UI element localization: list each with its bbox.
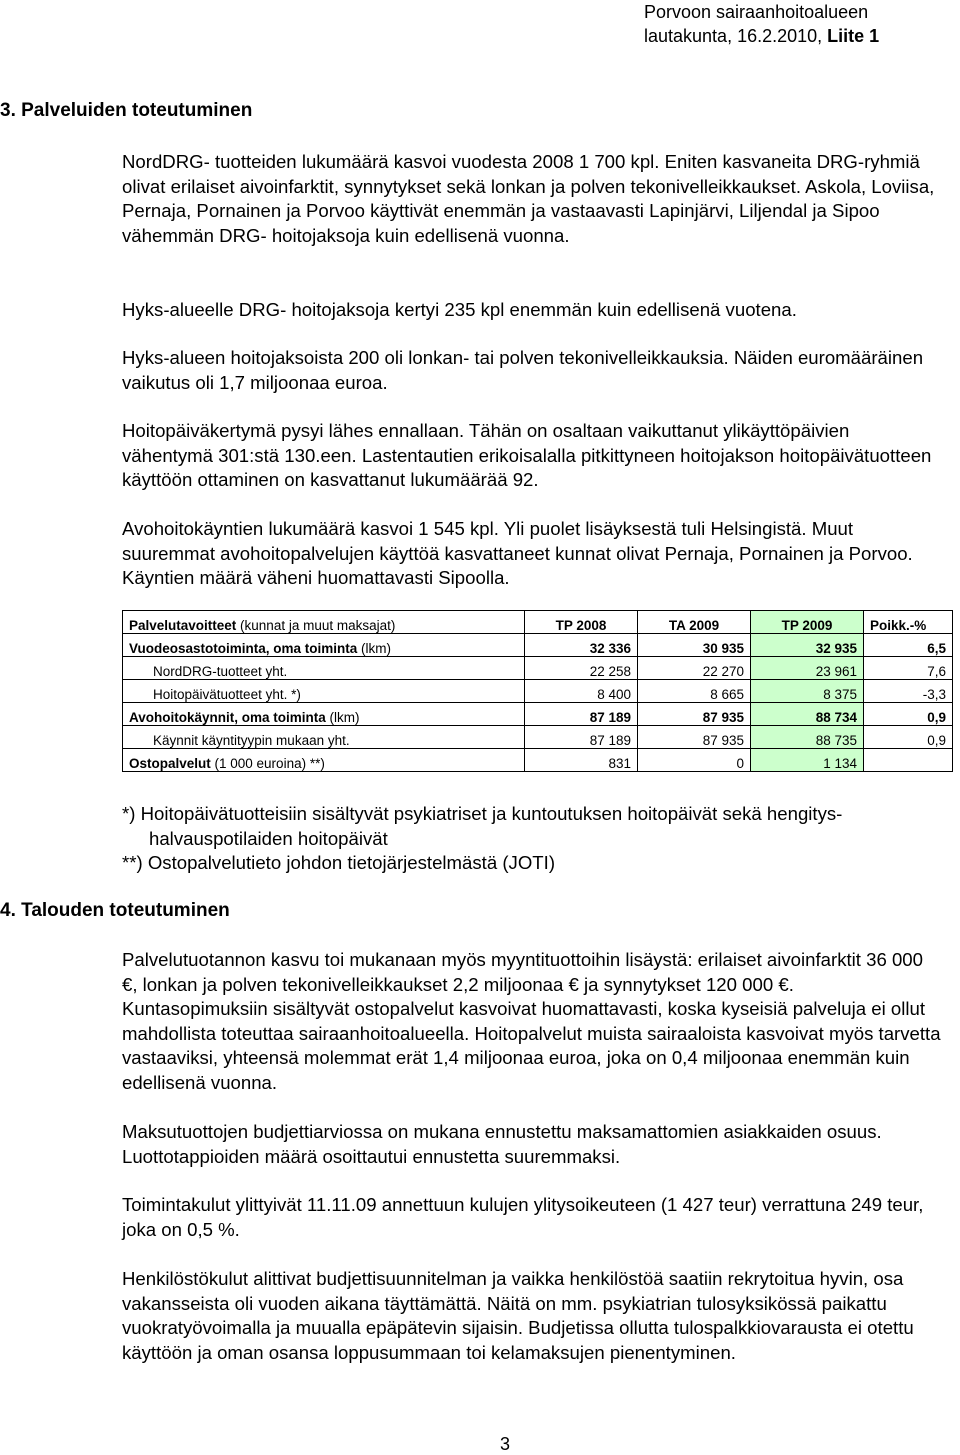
section-4-heading: 4. Talouden toteutuminen bbox=[0, 900, 230, 921]
section-4-paragraph-4: Henkilöstökulut alittivat budjettisuunnitelman ja vaikka henkilöstöä saatiin rekrytoitua hyvin, osa vakansseista oli vuoden aikana täyttämättä. Näitä on mm. psykiatrian tulosyksikössä paikattu vuokratyövoimalla ja muualla epäpätevin sijaisin. Budjetissa ollutta tulospalkkiovarausta ei otettu käyttöön ja oman osansa loppusummaan toi kelamaksujen pienentyminen. bbox=[122, 1268, 914, 1363]
cell-poikk: 0,9 bbox=[864, 726, 953, 749]
section-3-paragraph-1: NordDRG- tuotteiden lukumäärä kasvoi vuodesta 2008 1 700 kpl. Eniten kasvaneita DRG-ryhmiä olivat erilaiset aivoinfarktit, synnytykset sekä lonkan ja polven tekonivelleikkaukset. Askola, Loviisa, Pernaja, Pornainen ja Porvoo käyttivät enemmän ja vastaavasti Lapinjärvi, Liljendal ja Sipoo vähemmän DRG- hoitojaksoja kuin edellisenä vuonna. bbox=[122, 151, 935, 246]
table-row bbox=[123, 680, 953, 703]
section-3-paragraph-3: Hyks-alueen hoitojaksoista 200 oli lonkan- tai polven tekonivelleikkauksia. Näiden euromääräinen vaikutus oli 1,7 miljoonaa euroa. bbox=[122, 347, 924, 393]
cell-tp2009: 88 735 bbox=[751, 726, 864, 749]
header-cell-poikk: Poikk.-% bbox=[864, 611, 953, 634]
table-row bbox=[123, 703, 953, 726]
footnote-2: **) Ostopalvelutieto johdon tietojärjestelmästä (JOTI) bbox=[122, 852, 556, 873]
header-line-2 bbox=[644, 24, 904, 48]
table-row bbox=[123, 657, 953, 680]
service-targets-table bbox=[122, 610, 953, 772]
cell-tp2008: 87 189 bbox=[525, 726, 638, 749]
cell-ta2009: 22 270 bbox=[638, 657, 751, 680]
cell-tp2008: 22 258 bbox=[525, 657, 638, 680]
footnote-1: *) Hoitopäivätuotteisiin sisältyvät psykiatriset ja kuntoutuksen hoitopäivät sekä hengitys- bbox=[122, 803, 843, 824]
section-4-paragraph-1: Palvelutuotannon kasvu toi mukanaan myös myyntituottoihin lisäystä: erilaiset aivoinfarktit 36 000 €, lonkan ja polven tekonivelleikkaukset 2,2 miljoonaa € ja synnytykset 120 000 €. Kuntasopimuksiin sisältyvät ostopalvelut kasvoivat huomattavasti, koska kyseisiä palveluja ei ollut mahdollista toteuttaa sairaanhoitoalueella. Hoitopalvelut muista sairaaloista kasvoivat myös tarvetta vastaaviksi, yhteensä molemmat erät 1,4 miljoonaa euroa, joka on 0,4 miljoonaa enemmän kuin edellisenä vuonna. bbox=[122, 949, 941, 1093]
section-3-paragraph-2: Hyks-alueelle DRG- hoitojaksoja kertyi 235 kpl enemmän kuin edellisenä vuotena. bbox=[122, 299, 797, 320]
section-4-paragraph-2: Maksutuottojen budjettiarviossa on mukana ennustettu maksamattomien asiakkaiden osuus. Luottotappioiden määrä osoittautui ennustetta suuremmaksi. bbox=[122, 1121, 882, 1167]
header-line-1: Porvoon sairaanhoitoalueen bbox=[644, 2, 869, 22]
cell-tp2009: 32 935 bbox=[751, 634, 864, 657]
table-row bbox=[123, 634, 953, 657]
row-label: Hoitopäivätuotteet yht. *) bbox=[123, 680, 525, 703]
row-label: Vuodeosastotoiminta, oma toiminta (lkm) bbox=[123, 634, 525, 657]
cell-poikk: -3,3 bbox=[864, 680, 953, 703]
header-attachment: Liite 1 bbox=[827, 26, 880, 46]
cell-tp2009: 88 734 bbox=[751, 703, 864, 726]
header-cell-ta2009: TA 2009 bbox=[638, 611, 751, 634]
section-3-paragraph-4: Hoitopäiväkertymä pysyi lähes ennallaan. Tähän on osaltaan vaikuttanut ylikäyttöpäivien vähentymä 301:stä 130.een. Lastentautien erikoisalalla pitkittyneen hoitojakson hoitopäivätuotteen käyttöön ottaminen on kasvattanut lukumäärää 92. bbox=[122, 420, 932, 490]
section-4-paragraph-3: Toimintakulut ylittyivät 11.11.09 annettuun kulujen ylitysoikeuteen (1 427 teur) verrattuna 249 teur, joka on 0,5 %. bbox=[122, 1194, 924, 1240]
table-header-row bbox=[123, 611, 953, 634]
cell-ta2009: 87 935 bbox=[638, 703, 751, 726]
cell-ta2009: 30 935 bbox=[638, 634, 751, 657]
cell-tp2009: 23 961 bbox=[751, 657, 864, 680]
header-cell-tp2008: TP 2008 bbox=[525, 611, 638, 634]
cell-poikk: 6,5 bbox=[864, 634, 953, 657]
cell-tp2008: 32 336 bbox=[525, 634, 638, 657]
cell-ta2009: 87 935 bbox=[638, 726, 751, 749]
row-label: Avohoitokäynnit, oma toiminta (lkm) bbox=[123, 703, 525, 726]
header-cell-label: Palvelutavoitteet (kunnat ja muut maksajat) bbox=[123, 611, 525, 634]
cell-poikk: 7,6 bbox=[864, 657, 953, 680]
cell-ta2009: 8 665 bbox=[638, 680, 751, 703]
cell-tp2008: 87 189 bbox=[525, 703, 638, 726]
cell-tp2009: 1 134 bbox=[751, 749, 864, 772]
footnote-1-continued: halvauspotilaiden hoitopäivät bbox=[149, 827, 388, 849]
cell-ta2009: 0 bbox=[638, 749, 751, 772]
table-row bbox=[123, 749, 953, 772]
section-3-heading: 3. Palveluiden toteutuminen bbox=[0, 100, 253, 121]
cell-tp2008: 831 bbox=[525, 749, 638, 772]
footnotes bbox=[122, 802, 952, 876]
page-number: 3 bbox=[500, 1434, 511, 1454]
header-date: lautakunta, 16.2.2010, bbox=[644, 26, 823, 46]
cell-tp2008: 8 400 bbox=[525, 680, 638, 703]
cell-poikk: 0,9 bbox=[864, 703, 953, 726]
document-header bbox=[644, 0, 904, 48]
cell-poikk bbox=[864, 749, 953, 772]
table-row bbox=[123, 726, 953, 749]
row-label: Ostopalvelut (1 000 euroina) **) bbox=[123, 749, 525, 772]
section-3-paragraph-5: Avohoitokäyntien lukumäärä kasvoi 1 545 kpl. Yli puolet lisäyksestä tuli Helsingistä. Muut suuremmat avohoitopalvelujen käyttöä kasvattaneet kunnat olivat Pernaja, Pornainen ja Porvoo. Käyntien määrä väheni huomattavasti Sipoolla. bbox=[122, 518, 913, 588]
cell-tp2009: 8 375 bbox=[751, 680, 864, 703]
row-label: NordDRG-tuotteet yht. bbox=[123, 657, 525, 680]
header-cell-tp2009: TP 2009 bbox=[751, 611, 864, 634]
row-label: Käynnit käyntityypin mukaan yht. bbox=[123, 726, 525, 749]
